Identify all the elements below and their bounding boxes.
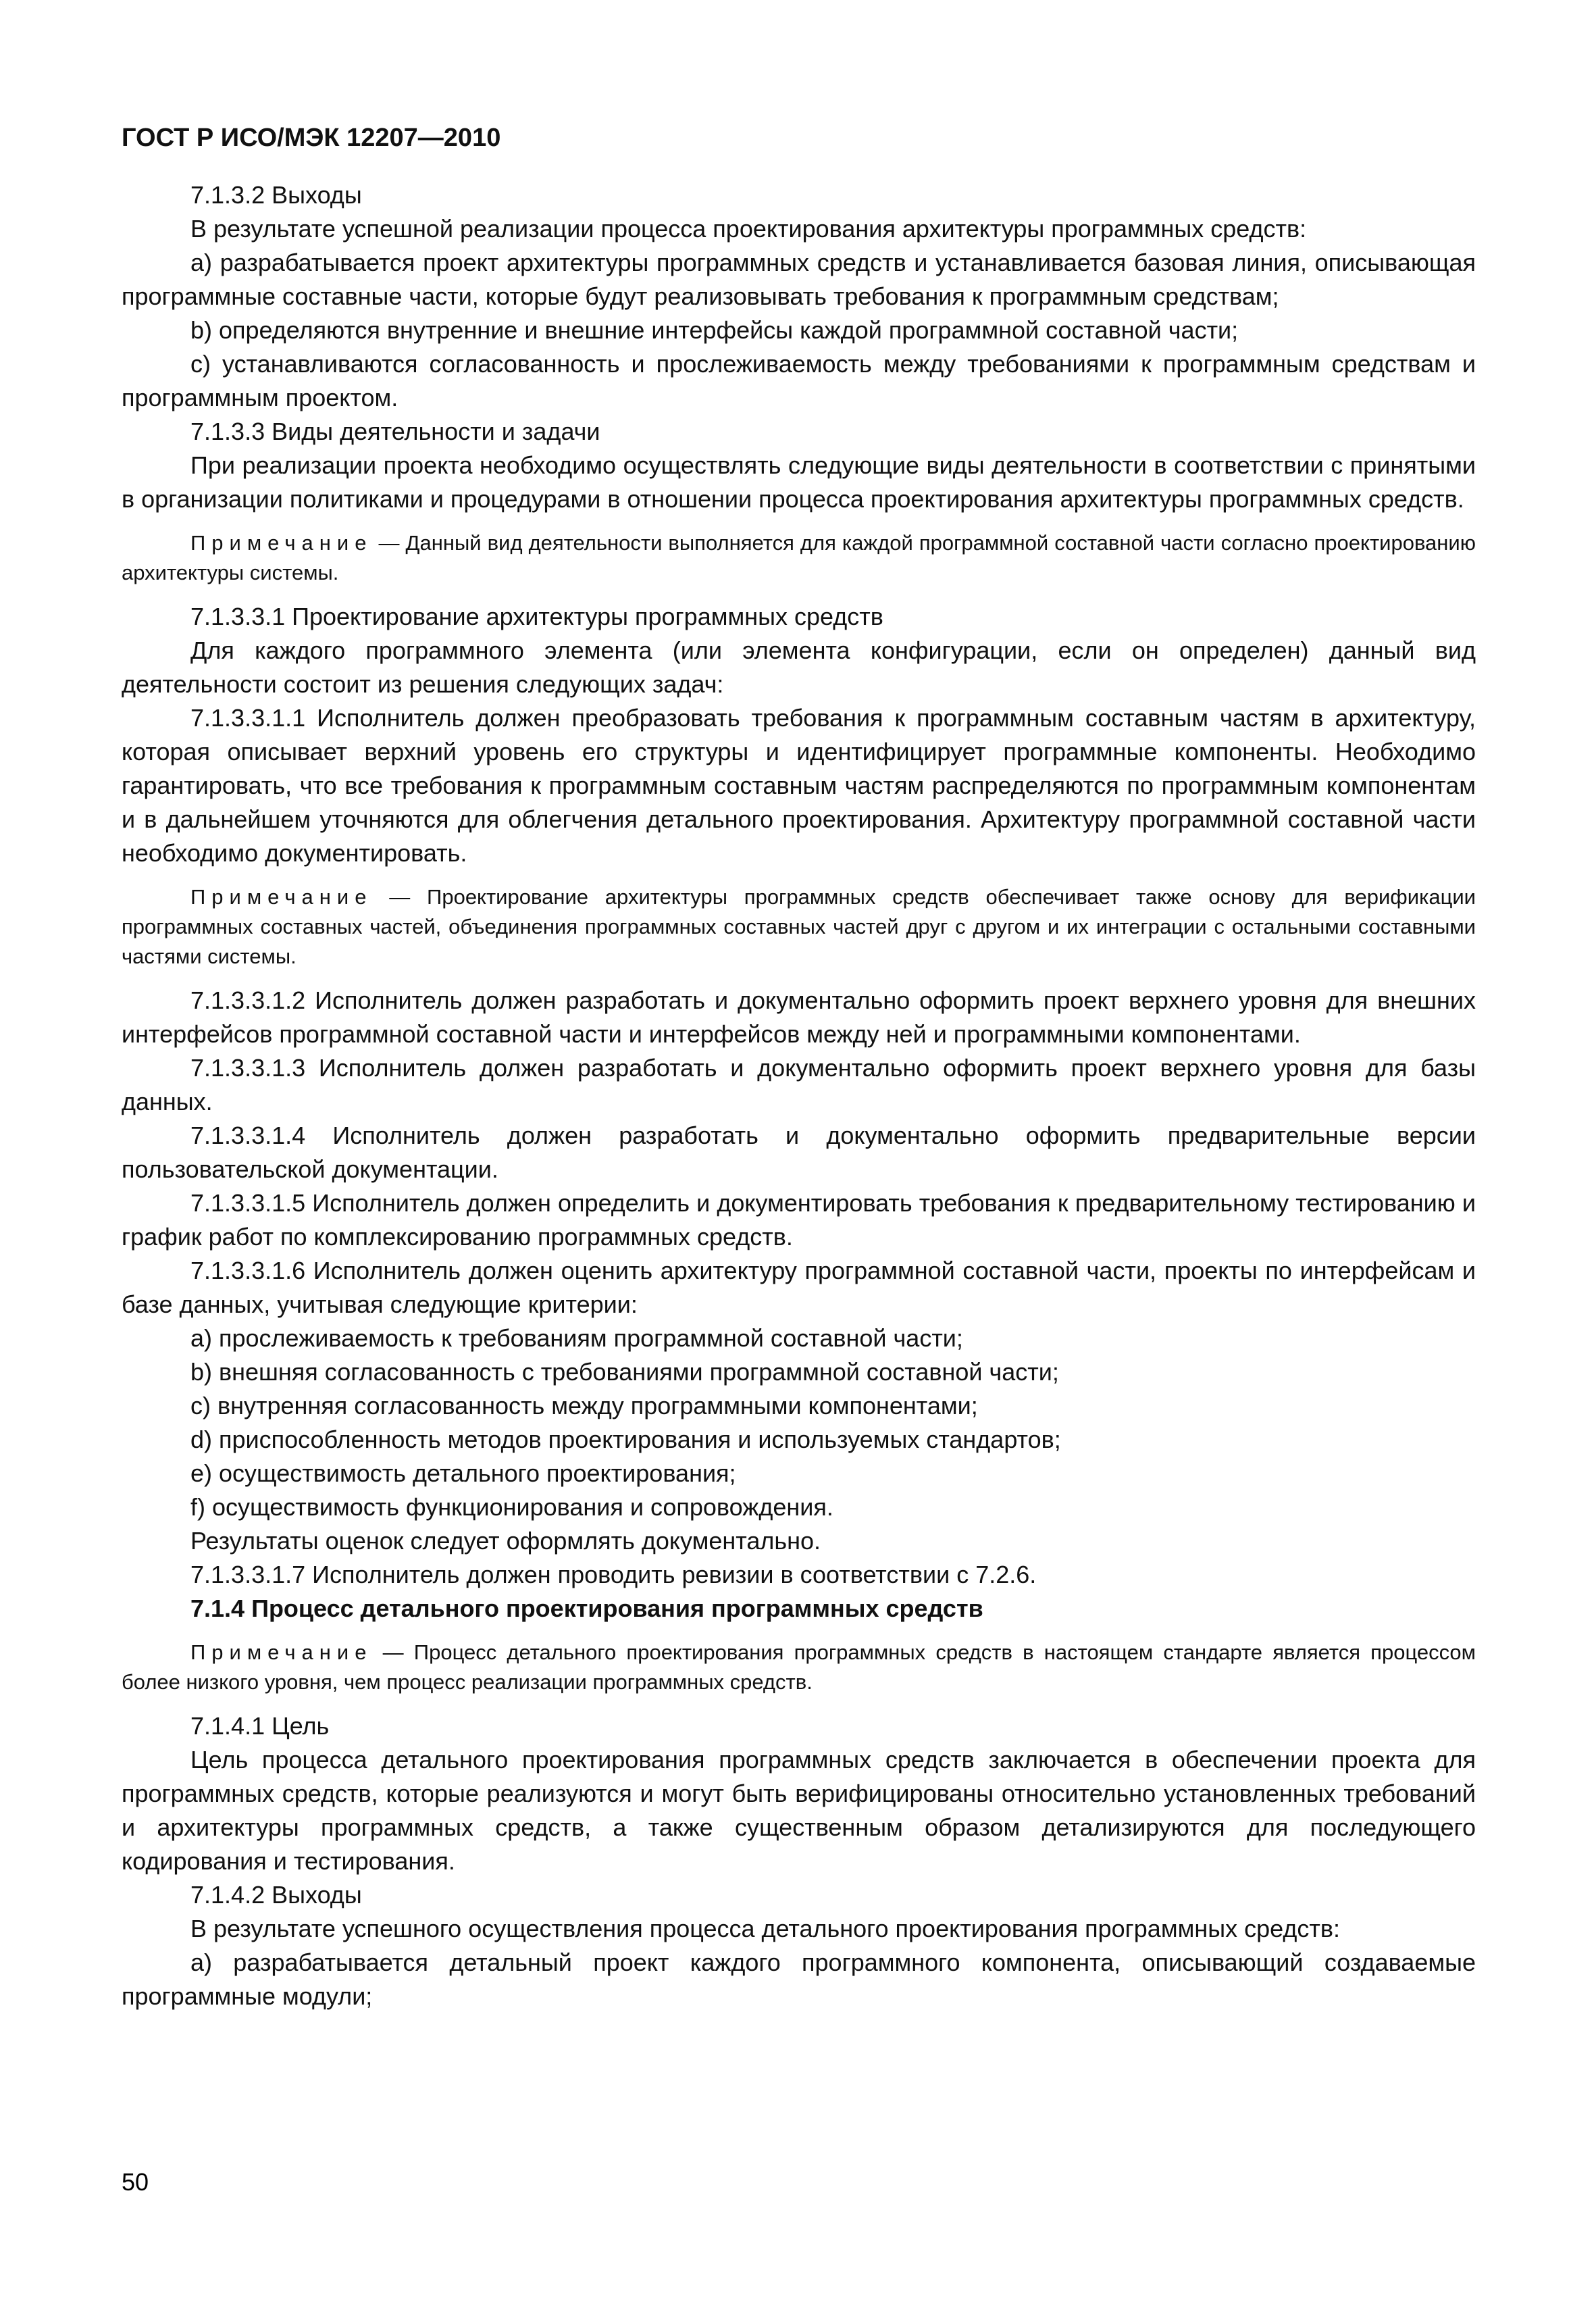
criteria-result: Результаты оценок следует оформлять документально.: [190, 1527, 821, 1555]
criterion-b: b) внешняя согласованность с требованиями программной составной части;: [190, 1358, 1059, 1386]
section-7-1-4-1-title: 7.1.4.1 Цель: [190, 1712, 330, 1740]
criterion-c: c) внутренняя согласованность между программными компонентами;: [190, 1392, 978, 1419]
section-7-1-4-2-intro: В результате успешного осуществления процесса детального проектирования программных средств:: [190, 1915, 1340, 1942]
document-page: [122, 122, 1476, 2013]
section-7-1-3-3-1-text: Для каждого программного элемента (или элемента конфигурации, если он определен) данный вид деятельности состоит из решения следующих задач:: [122, 636, 1476, 698]
section-7-1-3-2-title: 7.1.3.2 Выходы: [190, 181, 362, 209]
section-7-1-3-2-item-b: b) определяются внутренние и внешние интерфейсы каждой программной составной части;: [190, 316, 1239, 344]
section-7-1-4-2-item-a: a) разрабатывается детальный проект каждого программного компонента, описывающий создаваемые программные модули;: [122, 1948, 1476, 2010]
section-7-1-3-3-title: 7.1.3.3 Виды деятельности и задачи: [190, 418, 600, 445]
note-label: Примечание: [190, 885, 373, 909]
section-7-1-3-3-1-4: 7.1.3.3.1.4 Исполнитель должен разработать и документально оформить предварительные версии пользовательской документации.: [122, 1122, 1476, 1183]
section-7-1-3-3-1-7: 7.1.3.3.1.7 Исполнитель должен проводить ревизии в соответствии с 7.2.6.: [190, 1561, 1037, 1588]
section-7-1-3-3-1-2: 7.1.3.3.1.2 Исполнитель должен разработать и документально оформить проект верхнего уровня для внешних интерфейсов программной составной части и интерфейсов между ней и программными компонентами.: [122, 986, 1476, 1048]
note-label: Примечание: [190, 531, 373, 555]
section-7-1-3-2-item-a: a) разрабатывается проект архитектуры программных средств и устанавливается базовая линия, описывающая программные составные части, которые будут реализовывать требования к программным средствам;: [122, 249, 1476, 310]
criterion-d: d) приспособленность методов проектирования и используемых стандартов;: [190, 1426, 1061, 1453]
note-1-text: — Данный вид деятельности выполняется для каждой программной составной части согласно проектированию архитектуры системы.: [122, 531, 1476, 584]
note-label: Примечание: [190, 1640, 373, 1664]
section-7-1-3-3-1-5: 7.1.3.3.1.5 Исполнитель должен определить и документировать требования к предварительному тестированию и график работ по комплексированию программных средств.: [122, 1189, 1476, 1251]
section-7-1-4-1-text: Цель процесса детального проектирования программных средств заключается в обеспечении проекта для программных средств, которые реализуются и могут быть верифицированы относительно установленных требований и архитектуры программных средств, а также существенным образом детализируются для последующего кодирования и тестирования.: [122, 1746, 1476, 1875]
criterion-e: e) осуществимость детального проектирования;: [190, 1459, 736, 1487]
section-7-1-3-3-1-1: 7.1.3.3.1.1 Исполнитель должен преобразовать требования к программным составным частям в архитектуру, которая описывает верхний уровень его структуры и идентифицирует программные компоненты. Необходимо гарантировать, что все требования к программным составным частям распределяются по программным компонентам и в дальнейшем уточняются для облегчения детального проектирования. Архитектуру программной составной части необходимо документировать.: [122, 704, 1476, 867]
note-2: [122, 882, 1476, 972]
criterion-f: f) осуществимость функционирования и сопровождения.: [190, 1493, 833, 1521]
section-7-1-3-2-item-c: c) устанавливаются согласованность и прослеживаемость между требованиями к программным средствам и программным проектом.: [122, 350, 1476, 411]
section-7-1-3-3-1-3: 7.1.3.3.1.3 Исполнитель должен разработать и документально оформить проект верхнего уровня для базы данных.: [122, 1054, 1476, 1115]
section-7-1-3-3-text: При реализации проекта необходимо осуществлять следующие виды деятельности в соответствии с принятыми в организации политиками и процедурами в отношении процесса проектирования архитектуры программных средств.: [122, 451, 1476, 513]
page-number: 50: [122, 2168, 149, 2196]
section-7-1-4-heading: 7.1.4 Процесс детального проектирования программных средств: [190, 1594, 983, 1622]
section-7-1-3-3-1-6: 7.1.3.3.1.6 Исполнитель должен оценить архитектуру программной составной части, проекты по интерфейсам и базе данных, учитывая следующие критерии:: [122, 1257, 1476, 1318]
document-header: ГОСТ Р ИСО/МЭК 12207—2010: [122, 124, 501, 152]
note-3: [122, 1638, 1476, 1697]
document-body: [122, 178, 1476, 2013]
criterion-a: a) прослеживаемость к требованиям программной составной части;: [190, 1324, 963, 1352]
section-7-1-3-2-intro: В результате успешной реализации процесса проектирования архитектуры программных средств:: [190, 215, 1307, 243]
note-3-text: — Процесс детального проектирования программных средств в настоящем стандарте является процессом более низкого уровня, чем процесс реализации программных средств.: [122, 1640, 1476, 1694]
section-7-1-4-2-title: 7.1.4.2 Выходы: [190, 1881, 362, 1909]
note-1: [122, 528, 1476, 588]
section-7-1-3-3-1-title: 7.1.3.3.1 Проектирование архитектуры программных средств: [190, 603, 883, 630]
note-2-text: — Проектирование архитектуры программных средств обеспечивает также основу для верификации программных составных частей, объединения программных составных частей друг с другом и их интеграции с остальными составными частями системы.: [122, 885, 1476, 968]
